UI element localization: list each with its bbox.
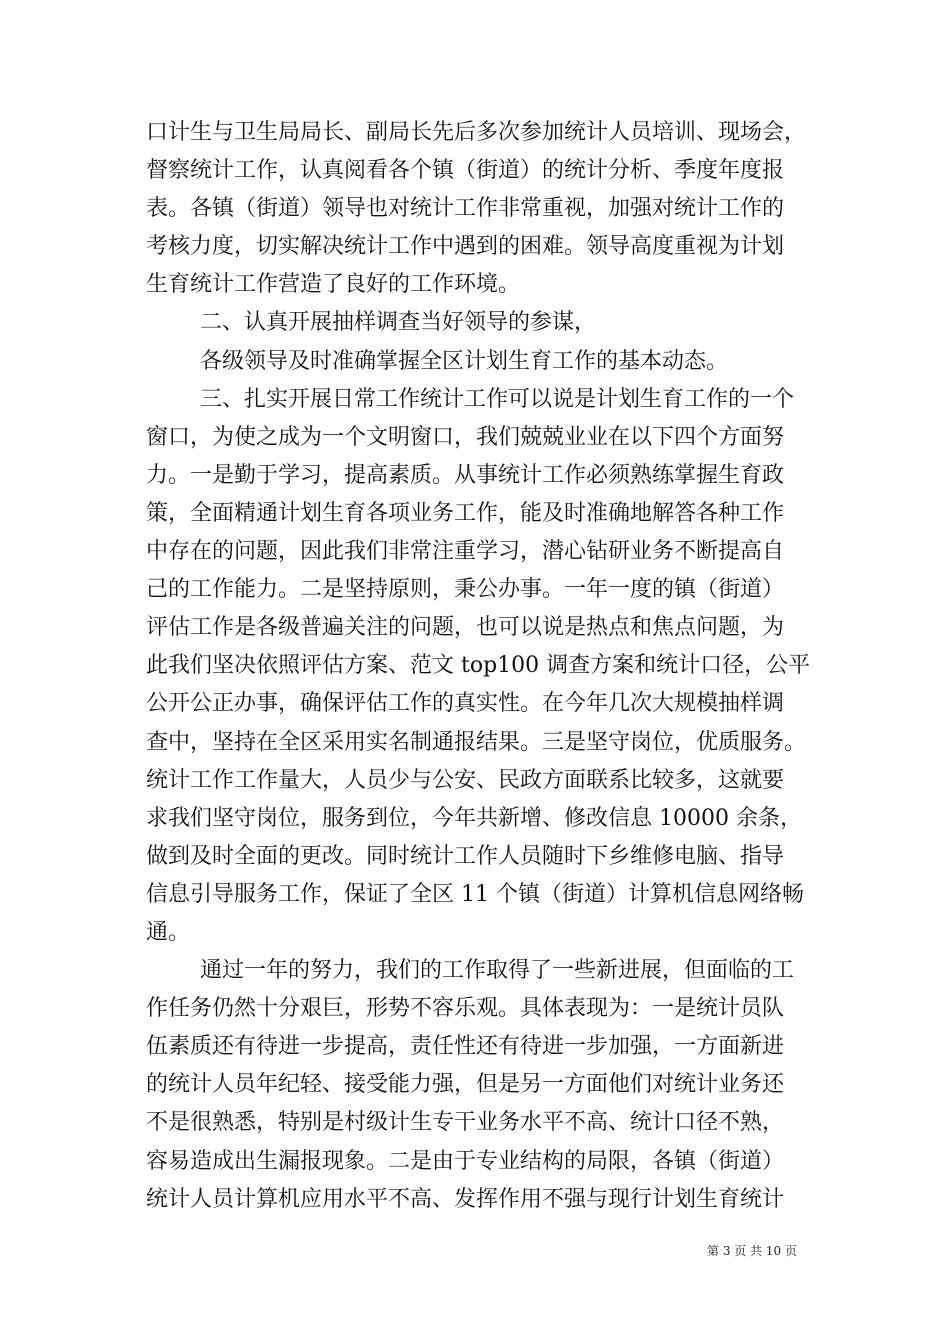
text-line: 力。一是勤于学习，提高素质。从事统计工作必须熟练掌握生育政 <box>146 462 785 488</box>
text-line: 做到及时全面的更改。同时统计工作人员随时下乡维修电脑、指导 <box>146 843 785 869</box>
text-line: 中存在的问题，因此我们非常注重学习，潜心钻研业务不断提高自 <box>146 539 785 565</box>
text-line: 二、认真开展抽样调查当好领导的参谋， <box>200 310 597 336</box>
text-line: 伍素质还有待进一步提高，责任性还有待进一步加强，一方面新进 <box>146 1034 785 1060</box>
page-number: 第 3 页 共 10 页 <box>707 1244 797 1258</box>
text-line: 作任务仍然十分艰巨，形势不容乐观。具体表现为：一是统计员队 <box>146 996 785 1022</box>
text-line: 策，全面精通计划生育各项业务工作，能及时准确地解答各种工作 <box>146 500 785 526</box>
text-line: 评估工作是各级普遍关注的问题，也可以说是热点和焦点问题，为 <box>146 615 785 641</box>
text-line: 各级领导及时准确掌握全区计划生育工作的基本动态。 <box>200 348 729 374</box>
document-body <box>146 114 826 1219</box>
text-line: 信息引导服务工作，保证了全区 11 个镇（街道）计算机信息网络畅 <box>146 881 804 907</box>
text-line: 窗口，为使之成为一个文明窗口，我们兢兢业业在以下四个方面努 <box>146 424 785 450</box>
text-line: 求我们坚守岗位，服务到位，今年共新增、修改信息 10000 余条， <box>146 805 802 831</box>
text-line: 查中，坚持在全区采用实名制通报结果。三是坚守岗位，优质服务。 <box>146 729 807 755</box>
text-line: 通过一年的努力，我们的工作取得了一些新进展，但面临的工 <box>200 958 795 984</box>
text-line: 生育统计工作营造了良好的工作环境。 <box>146 272 521 298</box>
text-line: 公开公正办事，确保评估工作的真实性。在今年几次大规模抽样调 <box>146 691 785 717</box>
text-line: 统计人员计算机应用水平不高、发挥作用不强与现行计划生育统计 <box>146 1186 785 1212</box>
text-line: 容易造成出生漏报现象。二是由于专业结构的局限，各镇（街道） <box>146 1148 785 1174</box>
text-line: 此我们坚决依照评估方案、范文 top100 调查方案和统计口径，公平 <box>146 653 811 679</box>
text-line: 的统计人员年纪轻、接受能力强，但是另一方面他们对统计业务还 <box>146 1072 785 1098</box>
text-line: 考核力度，切实解决统计工作中遇到的困难。领导高度重视为计划 <box>146 234 785 260</box>
text-line: 督察统计工作，认真阅看各个镇（街道）的统计分析、季度年度报 <box>146 158 785 184</box>
text-line: 口计生与卫生局局长、副局长先后多次参加统计人员培训、现场会， <box>146 120 807 145</box>
text-line: 不是很熟悉，特别是村级计生专干业务水平不高、统计口径不熟， <box>146 1110 785 1136</box>
text-line: 己的工作能力。二是坚持原则，秉公办事。一年一度的镇（街道） <box>146 577 785 603</box>
text-line: 统计工作工作量大，人员少与公安、民政方面联系比较多，这就要 <box>146 767 785 793</box>
text-line: 表。各镇（街道）领导也对统计工作非常重视，加强对统计工作的 <box>146 196 785 222</box>
text-line: 三、扎实开展日常工作统计工作可以说是计划生育工作的一个 <box>200 386 795 412</box>
text-line: 通。 <box>146 919 191 945</box>
